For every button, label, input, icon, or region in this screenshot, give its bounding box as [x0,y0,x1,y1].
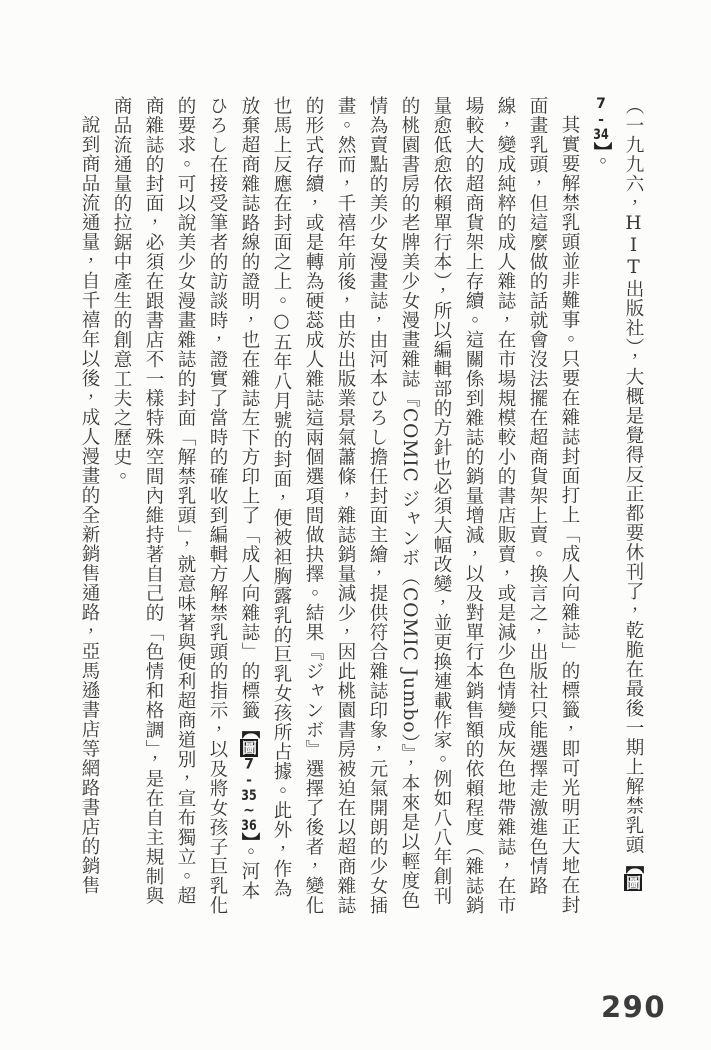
bracket-open: 【 [239,720,260,739]
figure-number-prefix: 7- [241,756,257,789]
figure-number-group: 36 [241,818,257,833]
paragraph-main [105,96,585,916]
vertical-text-block [67,96,649,916]
figure-number-group: 35 [241,788,257,803]
bracket-close: 】 [591,142,612,152]
paragraph-text: 出版社），大概是覺得反正都要休刊了，乾脆在最後一期上解禁乳頭 [623,279,644,855]
figure-number-prefix: 7- [593,96,609,128]
paragraph-text: 。河本ひろし在接受筆者的訪談時，證實了當時的確收到編輯方解禁乳頭的指示，以及將女孩子巨乳化的要求。可以說美少女漫畫雜誌的封面「解禁乳頭」，就意味著與便利超商道別，宣布獨立。超商雜誌的封面，必須在跟書店不一樣特殊空間內維持著自己的「色情和格調」，是在自主規制與商品流通量的拉鋸中產生的創意工夫之歷史。 [111,96,260,915]
bracket-close: 】 [239,832,260,843]
figure-number-group: 34 [593,128,609,142]
figure-reference-7-35-36 [239,720,260,842]
paragraph-text: 。 [591,151,612,172]
paragraph-closing [73,96,105,916]
paragraph-text: 其實要解禁乳頭並非難事。只要在雜誌封面打上「成人向雜誌」的標籤，即可光明正大地在封面畫乳頭，但這麼做的話就會沒法擺在超商貨架上賣。換言之，出版社只能選擇走激進色情路線，變成純粹的成人雜誌，在市場規模較小的書店販賣，或是減少色情變成灰色地帶雜誌，在市場較大的超商貨架上存續。這關係到雜誌的銷量增減，以及對單行本銷售額的依賴程度（雜誌銷量愈低愈依賴單行本），所以編輯部的方針也必須大幅改變，並更換連載作家。例如八八年創刊的桃園書房的老牌美少女漫畫雜誌『COMIC ジャンボ（COMIC Jumbo）』，本來是以輕度色情為賣點的美少女漫畫誌，由河本ひろし擔任封面主繪，提供符合雜誌印象，元氣開朗的少女插畫。然而，千禧年前後，由於出版業景氣蕭條，雜誌銷量減少，因此桃園書房被迫在以超商雜誌的形式存續，或是轉為硬蕊成人雜誌這兩個選項間做抉擇。結果『ジャンボ』選擇了後者，變化也馬上反應在封面之上。○五年八月號的封面，便被袒胸露乳的巨乳女孩所占據。此外，作為放棄超商雜誌路線的證明，也在雜誌左下方印上了「成人向雜誌」的標籤 [239,96,580,915]
publisher-acronym: HIT [623,213,644,279]
paragraph-opening [585,96,649,916]
paragraph-text: 說到商品流通量，自千禧年以後，成人漫畫的全新銷售通路，亞馬遜書店等網路書店的銷售 [79,114,100,895]
figure-number-separator: ~ [241,802,257,819]
paragraph-text: （一九九六， [623,96,644,213]
figure-label-box: 圖 [240,740,258,756]
bracket-open: 【 [623,854,644,874]
page-number: 290 [601,990,667,1024]
figure-label-box: 圖 [624,874,642,891]
